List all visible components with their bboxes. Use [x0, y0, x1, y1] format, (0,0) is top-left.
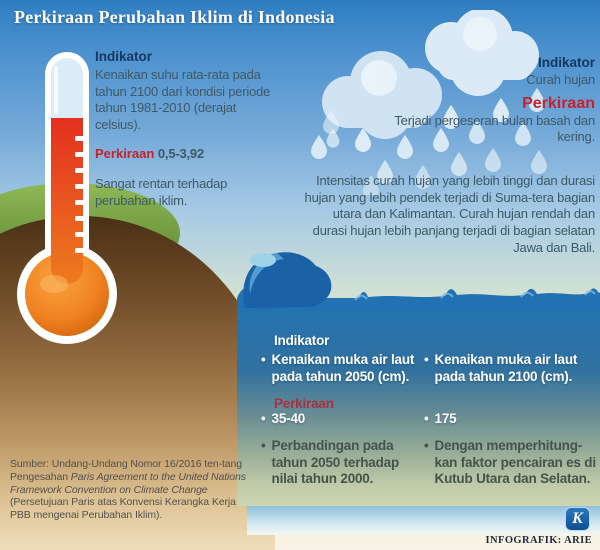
sea-right-value [424, 411, 596, 428]
kompas-logo: K [565, 507, 590, 531]
sea-left-value [261, 411, 419, 428]
source-suffix: (Persetujuan Paris atas Konvensi Kerangka Kerja PBB mengenai Perubahan Iklim). [10, 496, 236, 522]
temp-indikator-heading: Indikator [95, 49, 153, 64]
sea-indikator-heading: Indikator [274, 333, 330, 348]
temp-note: Sangat rentan terhadap perubahan iklim. [95, 176, 228, 208]
infographic-credit: INFOGRAFIK: ARIE [485, 535, 592, 546]
source-prefix: Sumber: Undang-Undang Nomor 16/2016 ten-tang Pengesahan [10, 458, 242, 483]
sea-left-note [261, 438, 419, 488]
source-italic: Paris Agreement to the United Nations Framework Convention on Climate Change [10, 470, 246, 496]
sea-left-indicator [261, 352, 419, 385]
sea-right-value-text: • 175 [434, 411, 457, 426]
temp-perkiraan-line [95, 146, 273, 163]
sea-right-indicator-text: • Kenaikan muka air laut pada tahun 2100 (cm). [434, 352, 578, 384]
temperature-section [95, 49, 273, 209]
rain-indikator-heading: Indikator [537, 55, 595, 70]
temp-perkiraan-value: 0,5-3,92 [157, 145, 204, 161]
sea-right-indicator [424, 352, 596, 385]
rain-indicator-text: Curah hujan [526, 72, 595, 87]
temp-indicator-text: Kenaikan suhu rata-rata pada tahun 2100 dari kondisi periode tahun 1981-2010 (derajat celsius). [95, 67, 271, 132]
sea-perkiraan-label: Perkiraan [274, 396, 334, 411]
sea-right-note [424, 438, 596, 488]
page-title: Perkiraan Perubahan Iklim di Indonesia [14, 7, 335, 27]
sea-left-note-text: • Perbandingan pada tahun 2050 terhadap nilai tahun 2000. [271, 438, 400, 487]
rainfall-section [385, 55, 595, 146]
sea-right-note-text: • Dengan memperhitung-kan faktor pencairan es di Kutub Utara dan Selatan. [434, 438, 596, 487]
rain-perkiraan-label: Perkiraan [522, 94, 595, 112]
sea-left-indicator-text: • Kenaikan muka air laut pada tahun 2050 (cm). [271, 352, 415, 384]
footer-band [247, 506, 600, 535]
temp-perkiraan-label: Perkiraan [95, 145, 155, 161]
rain-detail-paragraph: Intensitas curah hujan yang lebih tinggi dan durasi hujan yang lebih pendek terjadi di Suma-tera bagian utara dan Kalimantan. Curah hujan rendah dan durasi hujan lebih panjang terjadi di bagian selatan Jawa dan Bali. [304, 173, 595, 255]
sea-left-value-text: • 35-40 [271, 411, 306, 426]
wave-icon [237, 250, 600, 310]
rain-perkiraan-value: Terjadi pergeseran bulan basah dan kering. [394, 112, 595, 145]
source-note [10, 458, 247, 522]
